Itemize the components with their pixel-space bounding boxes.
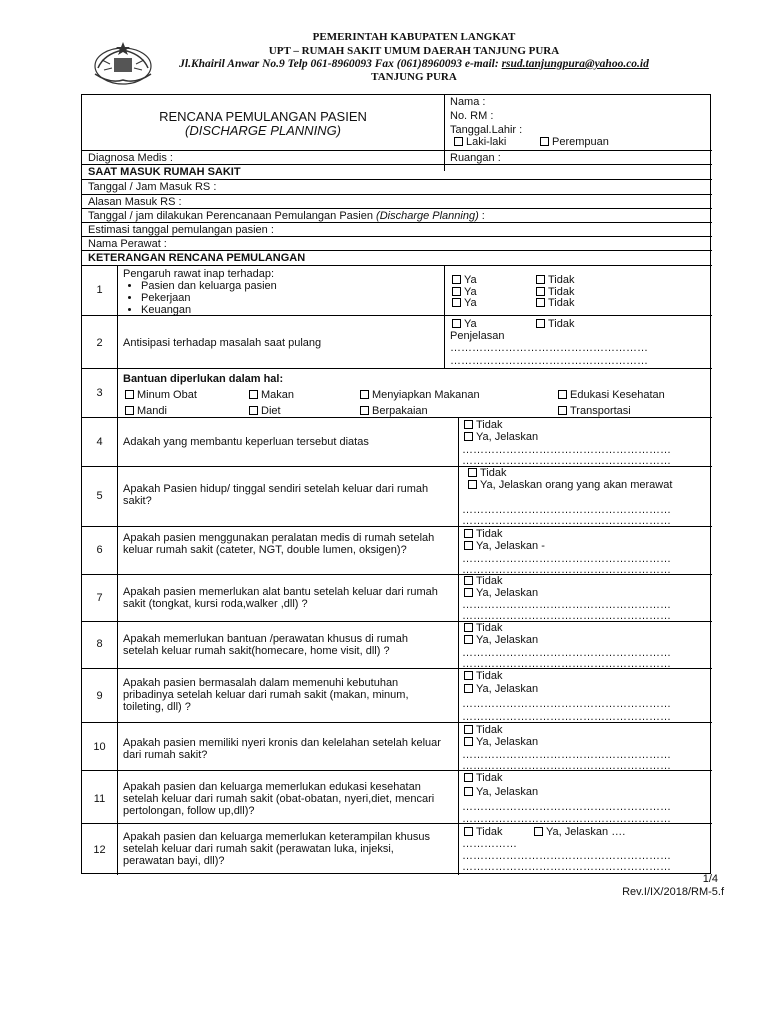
yes-label: Ya: [464, 318, 477, 330]
row-6-yes[interactable]: [464, 540, 545, 552]
help-transport[interactable]: [558, 405, 631, 417]
admission-date-field[interactable]: Tanggal / Jam Masuk RS :: [88, 181, 217, 193]
row-12-explanation-line[interactable]: …………………………………………………: [462, 850, 671, 862]
checkbox-icon: [464, 588, 473, 597]
help-prepare-food[interactable]: [360, 389, 480, 401]
row-4-question: Adakah yang membantu keperluan tersebut diatas: [123, 436, 369, 448]
no-label: Tidak: [548, 274, 575, 286]
letterhead-hospital: UPT – RUMAH SAKIT UMUM DAERAH TANJUNG PURA: [268, 45, 560, 57]
checkbox-icon: [249, 406, 258, 415]
row-6-no[interactable]: [464, 528, 503, 540]
letterhead-address: [30, 58, 768, 70]
row-number: 6: [96, 544, 103, 556]
row-8-no[interactable]: [464, 622, 503, 634]
row-1-finance-yes[interactable]: [452, 297, 477, 309]
row-number: 10: [93, 741, 106, 753]
row-9-question: Apakah pasien bermasalah dalam memenuhi kebutuhan pribadinya setelah keluar dari rumah sakit (makan, minum, toileting, dll) ?: [123, 677, 409, 713]
yes-label: Ya: [464, 274, 477, 286]
row-2-explanation-line[interactable]: ………………………………………………: [450, 355, 648, 367]
row-6-question: Apakah pasien menggunakan peralatan medis di rumah setelah keluar rumah sakit (cateter, NGT, double lumen, oksigen)?: [123, 532, 435, 556]
row-number: 5: [96, 490, 103, 502]
row-9-no[interactable]: [464, 670, 503, 682]
checkbox-icon: [464, 737, 473, 746]
row-5-question: Apakah Pasien hidup/ tinggal sendiri setelah keluar dari rumah sakit?: [123, 483, 429, 507]
section-admission-heading: SAAT MASUK RUMAH SAKIT: [88, 166, 241, 178]
gender-female-option[interactable]: [540, 136, 609, 148]
checkbox-icon: [454, 137, 463, 146]
form-title: RENCANA PEMULANGAN PASIEN: [159, 109, 367, 124]
checkbox-icon: [464, 420, 473, 429]
row-2-question: Antisipasi terhadap masalah saat pulang: [123, 337, 322, 349]
row-10-question: Apakah pasien memiliki nyeri kronis dan kelelahan setelah keluar dari rumah sakit?: [123, 737, 441, 761]
help-health-education[interactable]: [558, 389, 665, 401]
checkbox-icon: [464, 432, 473, 441]
checkbox-icon: [536, 287, 545, 296]
row-number: 8: [96, 638, 103, 650]
gender-male-label: Laki-laki: [466, 136, 507, 148]
row-11-yes[interactable]: [464, 786, 538, 798]
row-1-family-no[interactable]: [536, 274, 575, 286]
checkbox-icon: [249, 390, 258, 399]
row-1-item-family: • Pasien dan keluarga pasien: [141, 280, 433, 292]
checkbox-icon: [464, 787, 473, 796]
checkbox-icon: [536, 298, 545, 307]
row-5-no[interactable]: [468, 467, 507, 479]
option-label: Menyiapkan Makanan: [372, 389, 480, 401]
checkbox-icon: [558, 406, 567, 415]
help-bath[interactable]: [125, 405, 167, 417]
option-label: Berpakaian: [372, 405, 428, 417]
row-number: 11: [93, 793, 106, 805]
checkbox-icon: [452, 319, 461, 328]
row-1-question-text: Pengaruh rawat inap terhadap:: [123, 268, 275, 280]
row-9-yes[interactable]: [464, 683, 538, 695]
row-2-no[interactable]: [536, 318, 575, 330]
checkbox-icon: [464, 623, 473, 632]
row-10-yes[interactable]: [464, 736, 538, 748]
row-12-no[interactable]: [464, 826, 503, 838]
patient-name-field[interactable]: Nama :: [450, 96, 486, 108]
yes-explain-label: Ya, Jelaskan: [476, 587, 539, 599]
row-1-item-finance: • Keuangan: [141, 304, 433, 316]
row-number: 1: [96, 284, 103, 296]
row-6-explanation-line[interactable]: …………………………………………………: [462, 553, 671, 565]
row-7-no[interactable]: [464, 575, 503, 587]
no-label: Tidak: [476, 724, 503, 736]
no-label: Tidak: [548, 318, 575, 330]
checkbox-icon: [464, 635, 473, 644]
row-1-finance-no[interactable]: [536, 297, 575, 309]
row-12-explanation-line[interactable]: ……………: [462, 838, 517, 850]
checkbox-icon: [468, 468, 477, 477]
yes-explain-label: Ya, Jelaskan orang yang akan merawat: [480, 479, 673, 491]
no-label: Tidak: [548, 297, 575, 309]
row-4-explanation-line[interactable]: …………………………………………………: [462, 455, 671, 467]
planning-date-label: Tanggal / jam dilakukan Perencanaan Pemulangan Pasien: [88, 210, 377, 222]
row-number: 7: [96, 592, 103, 604]
document-revision: Rev.I/IX/2018/RM-5.f: [622, 886, 724, 898]
form-subtitle: (DISCHARGE PLANNING): [184, 123, 342, 138]
checkbox-icon: [360, 390, 369, 399]
yes-explain-label: Ya, Jelaskan ….: [546, 826, 626, 838]
no-label: Tidak: [476, 670, 503, 682]
no-label: Tidak: [476, 622, 503, 634]
row-7-explanation-line[interactable]: …………………………………………………: [462, 610, 671, 622]
no-label: Tidak: [476, 575, 503, 587]
row-2-yes[interactable]: [452, 318, 477, 330]
diagnosis-field[interactable]: Diagnosa Medis :: [88, 152, 173, 164]
checkbox-icon: [464, 576, 473, 585]
patient-rm-field[interactable]: No. RM :: [450, 110, 494, 122]
row-8-yes[interactable]: [464, 634, 538, 646]
address-text: Jl.Khairil Anwar No.9 Telp 061-8960093 Fax (061)8960093 e-mail:: [179, 58, 502, 70]
row-1-item-work: • Pekerjaan: [141, 292, 433, 304]
row-4-explanation-line[interactable]: …………………………………………………: [462, 444, 671, 456]
checkbox-icon: [464, 725, 473, 734]
nurse-name-field[interactable]: Nama Perawat :: [88, 238, 167, 250]
option-label: Mandi: [137, 405, 167, 417]
row-4-yes[interactable]: [464, 431, 538, 443]
row-5-explanation-line[interactable]: …………………………………………………: [462, 504, 671, 516]
row-1-question: [123, 268, 433, 316]
admission-reason-field[interactable]: Alasan Masuk RS :: [88, 196, 182, 208]
row-8-question: Apakah memerlukan bantuan /perawatan khusus di rumah setelah keluar rumah sakit(homecare, home visit, dll) ?: [123, 633, 408, 657]
row-6-explanation-line[interactable]: …………………………………………………: [462, 564, 671, 576]
help-take-medicine[interactable]: [125, 389, 197, 401]
yes-explain-label: Ya, Jelaskan: [476, 736, 539, 748]
checkbox-icon: [452, 298, 461, 307]
row-number: 9: [96, 690, 103, 702]
row-7-question: Apakah pasien memerlukan alat bantu setelah keluar dari rumah sakit (tongkat, kursi roda,walker ,dll) ?: [123, 586, 438, 610]
no-label: Tidak: [476, 772, 503, 784]
checkbox-icon: [536, 319, 545, 328]
yes-explain-label: Ya, Jelaskan: [476, 634, 539, 646]
checkbox-icon: [452, 287, 461, 296]
section-discharge-heading: KETERANGAN RENCANA PEMULANGAN: [88, 252, 306, 264]
no-label: Tidak: [548, 286, 575, 298]
checkbox-icon: [464, 773, 473, 782]
row-number: 3: [96, 387, 103, 399]
checkbox-icon: [125, 406, 134, 415]
row-8-explanation-line[interactable]: …………………………………………………: [462, 658, 671, 670]
checkbox-icon: [464, 671, 473, 680]
row-11-explanation-line[interactable]: …………………………………………………: [462, 801, 671, 813]
help-diet[interactable]: [249, 405, 281, 417]
checkbox-icon: [464, 541, 473, 550]
no-label: Tidak: [476, 419, 503, 431]
yes-explain-label: Ya, Jelaskan -: [476, 540, 545, 552]
gender-male-option[interactable]: [454, 136, 506, 148]
row-7-yes[interactable]: [464, 587, 538, 599]
row-12-yes[interactable]: [534, 826, 625, 838]
row-9-explanation-line[interactable]: …………………………………………………: [462, 698, 671, 710]
email-link[interactable]: rsud.tanjungpura@yahoo.co.id: [501, 58, 649, 70]
option-label: Makan: [261, 389, 295, 401]
no-label: Tidak: [476, 826, 503, 838]
checkbox-icon: [464, 684, 473, 693]
yes-explain-label: Ya, Jelaskan: [476, 786, 539, 798]
row-number: 2: [96, 337, 103, 349]
planning-date-italic: (Discharge Planning): [376, 210, 479, 222]
option-label: Diet: [261, 405, 281, 417]
help-eat[interactable]: [249, 389, 294, 401]
help-dress[interactable]: [360, 405, 428, 417]
checkbox-icon: [360, 406, 369, 415]
row-7-explanation-line[interactable]: …………………………………………………: [462, 599, 671, 611]
row-2-explanation-label: Penjelasan: [450, 330, 505, 342]
checkbox-icon: [468, 480, 477, 489]
option-label: Transportasi: [570, 405, 631, 417]
discharge-planning-form: [81, 94, 711, 874]
no-label: Tidak: [480, 467, 507, 479]
planning-date-colon: :: [478, 210, 485, 222]
option-label: Edukasi Kesehatan: [570, 389, 665, 401]
checkbox-icon: [464, 529, 473, 538]
row-3-question: Bantuan diperlukan dalam hal:: [123, 373, 284, 385]
letterhead: [0, 0, 768, 92]
room-field[interactable]: Ruangan :: [450, 152, 501, 164]
checkbox-icon: [125, 390, 134, 399]
checkbox-icon: [534, 827, 543, 836]
yes-label: Ya: [464, 297, 477, 309]
row-1-family-yes[interactable]: [452, 274, 477, 286]
row-12-explanation-line[interactable]: …………………………………………………: [462, 861, 671, 873]
checkbox-icon: [536, 275, 545, 284]
page-number: 1/4: [702, 873, 718, 885]
yes-explain-label: Ya, Jelaskan: [476, 683, 539, 695]
row-11-question: Apakah pasien dan keluarga memerlukan edukasi kesehatan setelah keluar dari rumah sakit (obat-obatan, nyeri,diet, mencari pertolongan, follow up,dll)?: [123, 781, 435, 817]
row-11-no[interactable]: [464, 772, 503, 784]
row-5-explanation-line[interactable]: …………………………………………………: [462, 515, 671, 527]
row-10-explanation-line[interactable]: …………………………………………………: [462, 760, 671, 772]
planning-date-field[interactable]: [88, 210, 485, 222]
letterhead-government: PEMERINTAH KABUPATEN LANGKAT: [312, 31, 516, 43]
row-5-yes[interactable]: [468, 479, 708, 491]
gender-female-label: Perempuan: [552, 136, 609, 148]
row-12-question: Apakah pasien dan keluarga memerlukan keterampilan khusus setelah keluar dari rumah sakit (perawatan luka, injeksi, perawatan bayi, dll)?: [123, 831, 430, 867]
row-10-no[interactable]: [464, 724, 503, 736]
letterhead-city: TANJUNG PURA: [371, 71, 457, 83]
checkbox-icon: [540, 137, 549, 146]
checkbox-icon: [558, 390, 567, 399]
row-9-explanation-line[interactable]: …………………………………………………: [462, 711, 671, 723]
checkbox-icon: [452, 275, 461, 284]
row-number: 12: [93, 844, 106, 856]
row-number: 4: [96, 436, 103, 448]
yes-explain-label: Ya, Jelaskan: [476, 431, 539, 443]
row-10-explanation-line[interactable]: …………………………………………………: [462, 749, 671, 761]
row-8-explanation-line[interactable]: …………………………………………………: [462, 647, 671, 659]
yes-label: Ya: [464, 286, 477, 298]
row-11-explanation-line[interactable]: …………………………………………………: [462, 813, 671, 825]
no-label: Tidak: [476, 528, 503, 540]
row-4-no[interactable]: [464, 419, 503, 431]
estimated-discharge-field[interactable]: Estimasi tanggal pemulangan pasien :: [88, 224, 274, 236]
patient-dob-field[interactable]: Tanggal.Lahir :: [450, 124, 523, 136]
row-2-explanation-line[interactable]: ………………………………………………: [450, 342, 648, 354]
option-label: Minum Obat: [137, 389, 197, 401]
checkbox-icon: [464, 827, 473, 836]
